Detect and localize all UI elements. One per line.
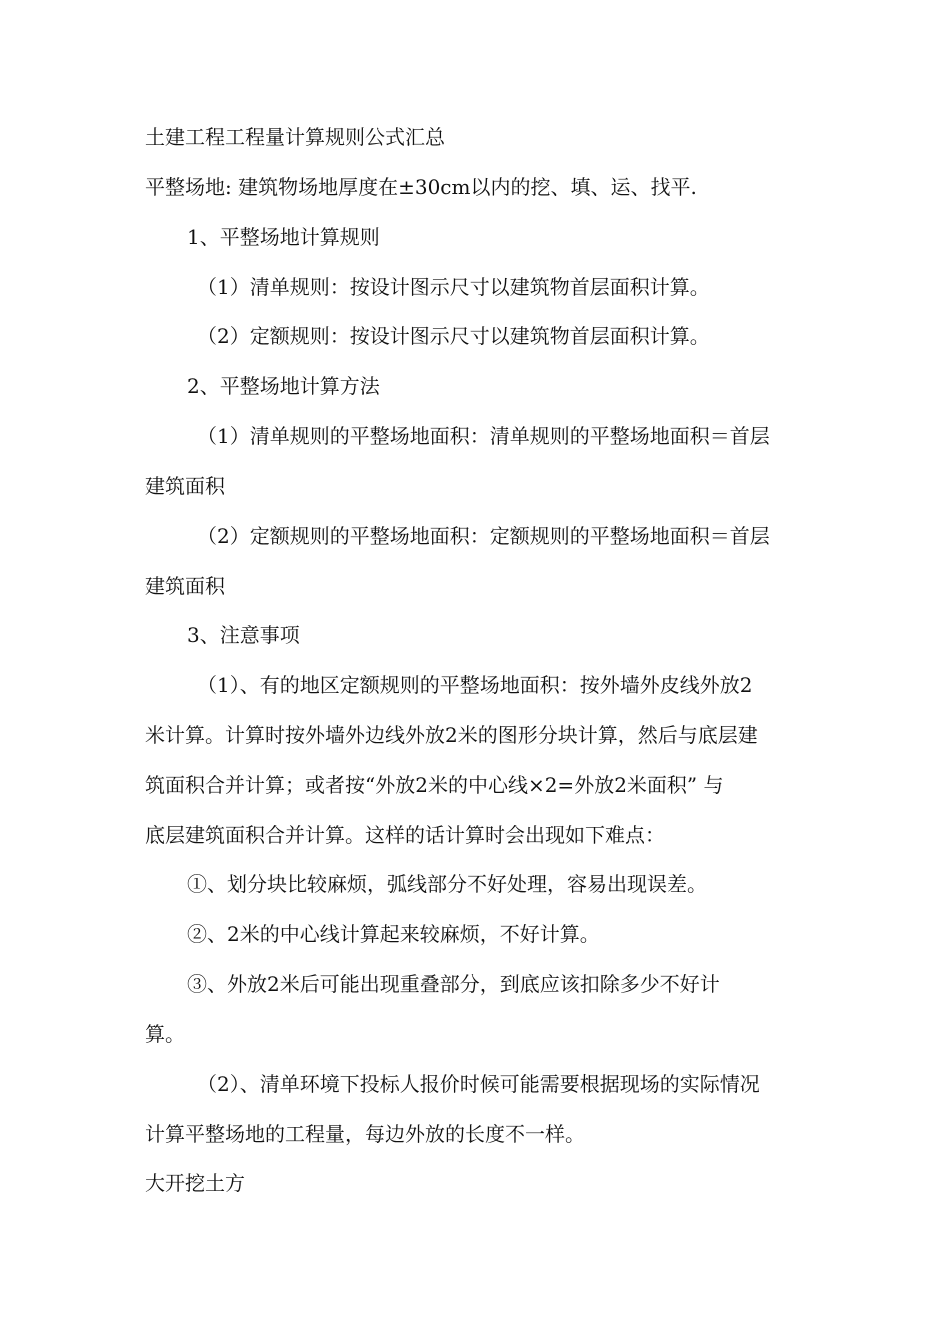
paragraph-line: 米计算。计算时按外墙外边线外放2米的图形分块计算，然后与底层建 xyxy=(145,723,758,747)
paragraph-line: 算。 xyxy=(145,1022,185,1046)
list-item: ①、划分块比较麻烦，弧线部分不好处理，容易出现误差。 xyxy=(187,872,707,896)
paragraph-line: （1）清单规则的平整场地面积：清单规则的平整场地面积＝首层 xyxy=(197,424,770,448)
section-heading: 大开挖土方 xyxy=(145,1171,245,1195)
document-title: 土建工程工程量计算规则公式汇总 xyxy=(145,125,445,149)
paragraph-line: 建筑面积 xyxy=(145,474,225,498)
section-heading: 2、平整场地计算方法 xyxy=(187,374,380,398)
paragraph-line: 筑面积合并计算；或者按“外放2米的中心线×2=外放2米面积” 与 xyxy=(145,773,724,797)
paragraph-line: （2）、清单环境下投标人报价时候可能需要根据现场的实际情况 xyxy=(197,1072,760,1096)
paragraph-line: （2）定额规则：按设计图示尺寸以建筑物首层面积计算。 xyxy=(197,324,710,348)
section-heading: 1、平整场地计算规则 xyxy=(187,225,380,249)
list-item: ②、2米的中心线计算起来较麻烦，不好计算。 xyxy=(187,922,600,946)
paragraph-line: 底层建筑面积合并计算。这样的话计算时会出现如下难点： xyxy=(145,823,665,847)
paragraph-line: 平整场地: 建筑物场地厚度在±30cm以内的挖、填、运、找平. xyxy=(145,175,697,199)
list-item: ③、外放2米后可能出现重叠部分，到底应该扣除多少不好计 xyxy=(187,972,720,996)
paragraph-line: （1）、有的地区定额规则的平整场地面积：按外墙外皮线外放2 xyxy=(197,673,753,697)
paragraph-line: （1）清单规则：按设计图示尺寸以建筑物首层面积计算。 xyxy=(197,275,710,299)
section-heading: 3、注意事项 xyxy=(187,623,300,647)
paragraph-line: 计算平整场地的工程量，每边外放的长度不一样。 xyxy=(145,1122,585,1146)
paragraph-line: 建筑面积 xyxy=(145,574,225,598)
paragraph-line: （2）定额规则的平整场地面积：定额规则的平整场地面积＝首层 xyxy=(197,524,770,548)
